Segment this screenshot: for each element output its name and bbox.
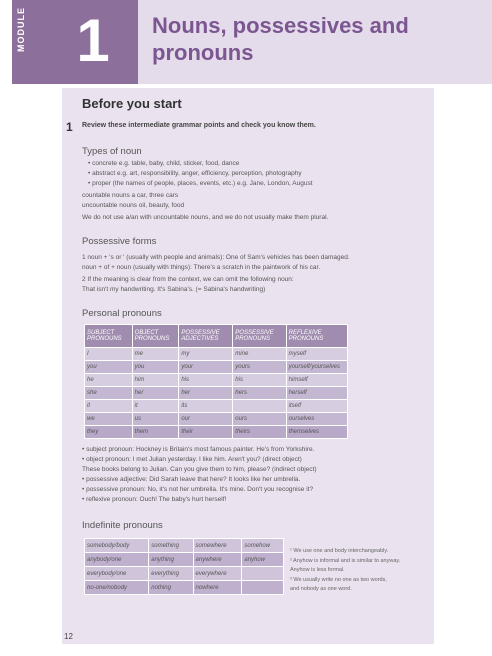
- module-number: 1: [76, 7, 110, 74]
- indefinite-note: ³ We usually write no one as two words,: [290, 577, 387, 583]
- table-cell: itself: [286, 400, 347, 413]
- table-cell: hers: [233, 387, 286, 400]
- table-cell: mine: [233, 348, 286, 361]
- table-cell: its: [179, 400, 233, 413]
- table-cell: my: [179, 348, 233, 361]
- indefinite-note: ¹ We use one and body interchangeably.: [290, 548, 389, 554]
- noun-line: uncountable nouns oil, beauty, food: [82, 202, 185, 209]
- table-row: [85, 413, 348, 426]
- table-cell: [242, 567, 284, 581]
- table-cell: her: [179, 387, 233, 400]
- column-header: POSSESSIVE PRONOUNS: [233, 325, 286, 348]
- column-header: SUBJECT PRONOUNS: [85, 325, 133, 348]
- pronoun-note: • possessive pronoun: No, it's not her umbrella. It's mine. Don't you recognise it?: [82, 486, 314, 493]
- table-cell: our: [179, 413, 233, 426]
- table-cell: she: [85, 387, 133, 400]
- indefinite-note: ² Anyhow is informal and is similar to anyway.: [290, 558, 401, 564]
- noun-line: countable nouns a car, three cars: [82, 192, 179, 199]
- table-row: [85, 374, 348, 387]
- table-cell: their: [179, 426, 233, 439]
- table-cell: somebody/body: [85, 539, 149, 553]
- table-row: [85, 348, 348, 361]
- pronoun-note: • possessive adjective: Did Sarah leave that here? It looks like her umbrella.: [82, 476, 301, 483]
- column-header: REFLEXIVE PRONOUNS: [286, 325, 347, 348]
- possessive-line: noun + of + noun (usually with things): There's a scratch in the paintwork of his car.: [82, 264, 321, 271]
- possessive-line: 1 noun + 's or ' (usually with people and animals): One of Sam's vehicles has been damaged.: [82, 254, 350, 261]
- column-header: POSSESSIVE ADJECTIVES: [179, 325, 233, 348]
- table-cell: [233, 400, 286, 413]
- pronoun-note: • object pronoun: I met Julian yesterday. I like him. Aren't you? (direct object): [82, 456, 302, 463]
- noun-line: • concrete e.g. table, baby, child, sticker, food, dance: [88, 160, 240, 167]
- table-row: [85, 400, 348, 413]
- table-cell: something: [149, 539, 193, 553]
- table-cell: ourselves: [286, 413, 347, 426]
- table-cell: himself: [286, 374, 347, 387]
- step-number: 1: [66, 120, 73, 134]
- table-row: [85, 426, 348, 439]
- table-cell: [242, 581, 284, 595]
- table-cell: somehow: [242, 539, 284, 553]
- possessive-forms-heading: Possessive forms: [82, 236, 157, 247]
- noun-line: We do not use a/an with uncountable nouns, and we do not usually make them plural.: [82, 214, 329, 221]
- indefinite-note: Anyhow is less formal.: [290, 567, 345, 573]
- table-row: [85, 581, 284, 595]
- table-row: [85, 539, 284, 553]
- pronoun-note: • subject pronoun: Hockney is Britain's most famous painter. He's from Yorkshire.: [82, 446, 315, 453]
- pronoun-note: • reflexive pronoun: Ouch! The baby's hurt herself!: [82, 496, 227, 503]
- table-cell: yourself/yourselves: [286, 361, 347, 374]
- page-title: Nouns, possessives and pronouns: [152, 13, 409, 65]
- indefinite-note: and nobody as one word.: [290, 586, 352, 592]
- table-cell: we: [85, 413, 133, 426]
- table-cell: anybody/one: [85, 553, 149, 567]
- table-cell: somewhere: [193, 539, 242, 553]
- table-cell: him: [132, 374, 179, 387]
- module-number-box: [48, 0, 138, 84]
- table-cell: everything: [149, 567, 193, 581]
- table-cell: you: [85, 361, 133, 374]
- noun-line: • proper (the names of people, places, events, etc.) e.g. Jane, London, August: [88, 180, 313, 187]
- table-cell: nothing: [149, 581, 193, 595]
- noun-line: • abstract e.g. art, responsibility, anger, efficiency, perception, photography: [88, 170, 302, 177]
- table-cell: it: [85, 400, 133, 413]
- table-cell: his: [179, 374, 233, 387]
- table-cell: myself: [286, 348, 347, 361]
- personal-pronouns-table: [84, 324, 348, 439]
- table-row: [85, 553, 284, 567]
- table-cell: theirs: [233, 426, 286, 439]
- table-cell: everywhere: [193, 567, 242, 581]
- module-label: MODULE: [16, 7, 26, 52]
- step-instruction: Review these intermediate grammar points and check you know them.: [82, 122, 316, 129]
- table-cell: ours: [233, 413, 286, 426]
- table-cell: themselves: [286, 426, 347, 439]
- section-title: Before you start: [82, 96, 182, 111]
- table-cell: everybody/one: [85, 567, 149, 581]
- table-cell: yours: [233, 361, 286, 374]
- possessive-line: That isn't my handwriting. It's Sabina's. (= Sabina's handwriting): [82, 286, 266, 293]
- table-cell: anything: [149, 553, 193, 567]
- table-cell: his: [233, 374, 286, 387]
- table-cell: he: [85, 374, 133, 387]
- table-row: [85, 361, 348, 374]
- table-cell: I: [85, 348, 133, 361]
- table-cell: no-one/nobody: [85, 581, 149, 595]
- indefinite-pronouns-table: [84, 538, 284, 595]
- page-number: 12: [64, 632, 73, 641]
- table-cell: anyhow: [242, 553, 284, 567]
- table-cell: them: [132, 426, 179, 439]
- column-header: OBJECT PRONOUNS: [132, 325, 179, 348]
- types-of-noun-heading: Types of noun: [82, 146, 142, 157]
- table-header-row: [85, 325, 348, 348]
- table-cell: nowhere: [193, 581, 242, 595]
- table-row: [85, 567, 284, 581]
- table-cell: you: [132, 361, 179, 374]
- table-cell: it: [132, 400, 179, 413]
- table-row: [85, 387, 348, 400]
- personal-pronouns-heading: Personal pronouns: [82, 308, 162, 319]
- indefinite-pronouns-heading: Indefinite pronouns: [82, 520, 163, 531]
- table-cell: us: [132, 413, 179, 426]
- table-cell: they: [85, 426, 133, 439]
- table-cell: anywhere: [193, 553, 242, 567]
- pronoun-note: These books belong to Julian. Can you give them to him, please? (indirect object): [82, 466, 317, 473]
- possessive-line: 2 If the meaning is clear from the context, we can omit the following noun:: [82, 276, 294, 283]
- table-cell: herself: [286, 387, 347, 400]
- table-cell: me: [132, 348, 179, 361]
- table-cell: her: [132, 387, 179, 400]
- table-cell: your: [179, 361, 233, 374]
